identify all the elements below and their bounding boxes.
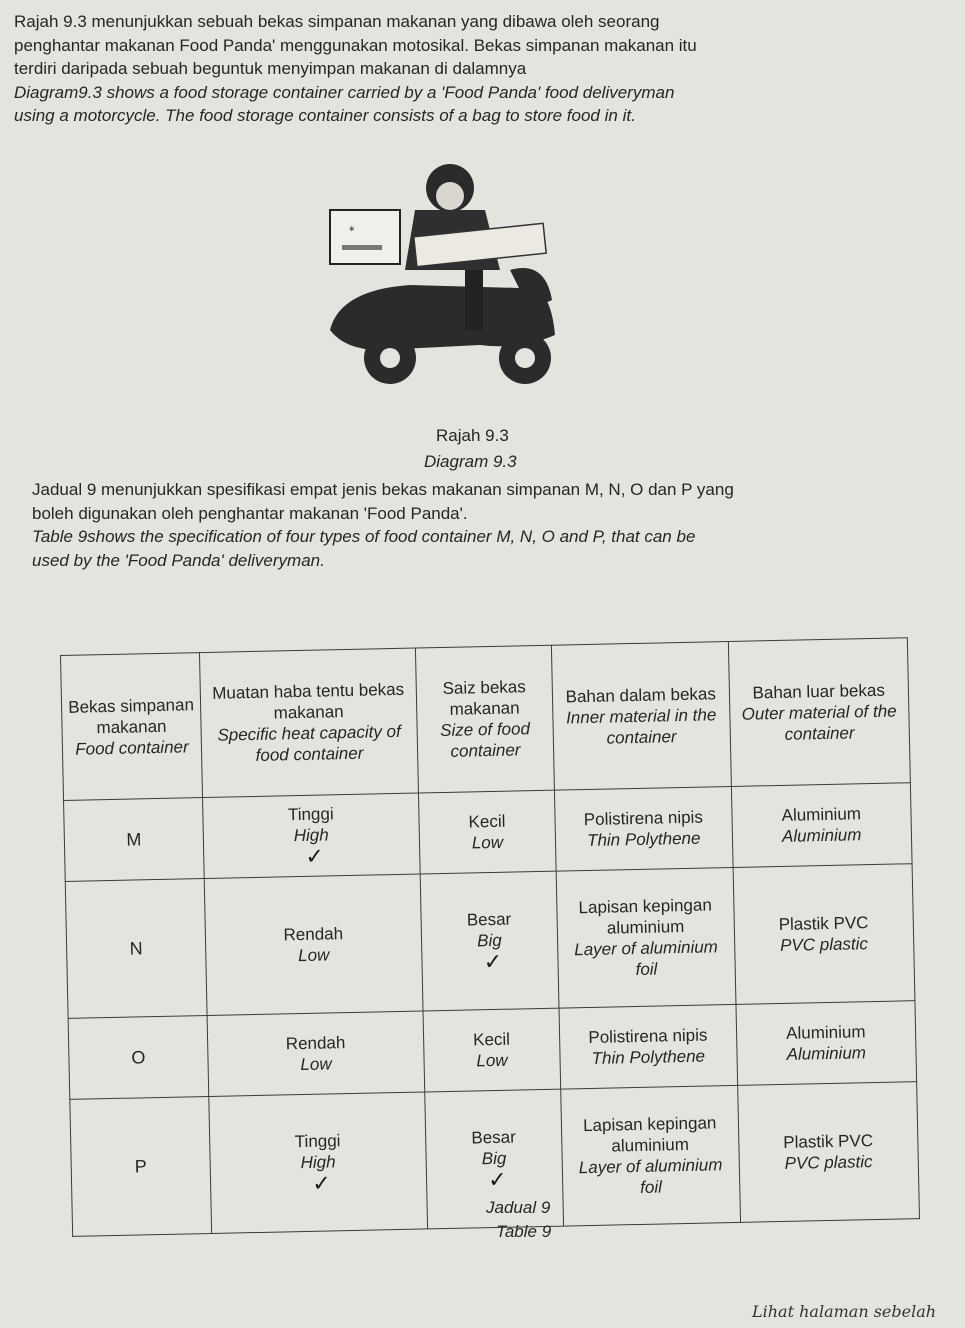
- diagram-caption-ms: Rajah 9.3: [436, 426, 509, 445]
- header-container: Bekas simpanan makanan Food container: [61, 653, 203, 801]
- checkmark-icon: ✓: [483, 948, 503, 974]
- checkmark-icon: ✓: [305, 843, 325, 869]
- table-header-row: [61, 638, 911, 801]
- cell-size: Kecil Low: [418, 790, 556, 874]
- cell-heat-capacity: Tinggi High ✓: [203, 793, 420, 879]
- cell-heat-capacity: Rendah Low: [204, 874, 423, 1015]
- table-intro-en-1: Table 9shows the specification of four types of food container M, N, O and P, that can be: [32, 527, 696, 546]
- header-size: Saiz bekas makanan Size of food container: [415, 645, 554, 793]
- cell-inner-material: Lapisan kepingan aluminium Layer of aluminium foil: [556, 867, 735, 1008]
- cell-outer-material: Plastik PVC PVC plastic: [737, 1082, 919, 1223]
- table-caption-en: Table 9: [496, 1222, 552, 1241]
- cell-outer-material: Plastik PVC PVC plastic: [733, 864, 915, 1005]
- spec-table-wrapper: [60, 655, 908, 1237]
- table-intro: [32, 478, 907, 572]
- cell-inner-material: Polistirena nipis Thin Polythene: [559, 1004, 737, 1089]
- page-footer-note: Lihat halaman sebelah: [752, 1302, 937, 1321]
- table-intro-ms-2: boleh digunakan oleh penghantar makanan 'Food Panda'.: [32, 503, 468, 523]
- checkmark-icon: ✓: [312, 1169, 331, 1196]
- intro-line-en-1: Diagram9.3 shows a food storage container carried by a 'Food Panda' food deliveryman: [14, 82, 675, 102]
- cell-size: Besar Big ✓: [420, 871, 559, 1011]
- intro-line-en-2: using a motorcycle. The food storage container consists of a bag to store food in it.: [14, 106, 636, 125]
- table-intro-en-2: used by the 'Food Panda' deliveryman.: [32, 550, 325, 570]
- header-heat-capacity: Muatan haba tentu bekas makanan Specific heat capacity of food container: [199, 648, 418, 797]
- header-inner-material: Bahan dalam bekas Inner material in the container: [551, 642, 731, 791]
- table-intro-ms-1: Jadual 9 menunjukkan spesifikasi empat jenis bekas makanan simpanan M, N, O dan P yang: [32, 480, 734, 499]
- box-logo-icon: ✶: [348, 225, 356, 235]
- food-box: [330, 210, 400, 264]
- intro-line-ms-2: penghantar makanan Food Panda' menggunakan motosikal. Bekas simpanan makanan itu: [14, 35, 697, 55]
- cell-inner-material: Lapisan kepingan aluminium Layer of aluminium foil: [561, 1085, 740, 1226]
- cell-outer-material: Aluminium Aluminium: [731, 783, 912, 868]
- intro-line-ms-1: Rajah 9.3 menunjukkan sebuah bekas simpanan makanan yang dibawa oleh seorang: [14, 12, 660, 31]
- delivery-motorcycle-illustration: [320, 160, 570, 390]
- row-label: N: [65, 879, 207, 1019]
- table-caption-ms: Jadual 9: [486, 1198, 551, 1217]
- question-intro: [14, 10, 914, 128]
- intro-line-ms-3: terdiri daripada sebuah beguntuk menyimpan makanan di dalamnya: [14, 59, 527, 78]
- cell-outer-material: Aluminium Aluminium: [736, 1001, 917, 1086]
- row-label: P: [70, 1096, 212, 1236]
- cell-size: Besar Big ✓: [425, 1089, 564, 1229]
- diagram-caption-en: Diagram 9.3: [424, 452, 517, 471]
- spec-table: [60, 637, 920, 1237]
- cell-inner-material: Polistirena nipis Thin Polythene: [554, 786, 732, 871]
- checkmark-icon: ✓: [487, 1166, 507, 1192]
- row-label: M: [64, 798, 205, 882]
- cell-heat-capacity: Tinggi High ✓: [209, 1092, 428, 1233]
- table-row: [65, 864, 915, 1019]
- cell-size: Kecil Low: [423, 1008, 561, 1092]
- row-label: O: [68, 1015, 209, 1099]
- header-outer-material: Bahan luar bekas Outer material of the container: [728, 638, 910, 787]
- cell-heat-capacity: Rendah Low: [207, 1011, 424, 1097]
